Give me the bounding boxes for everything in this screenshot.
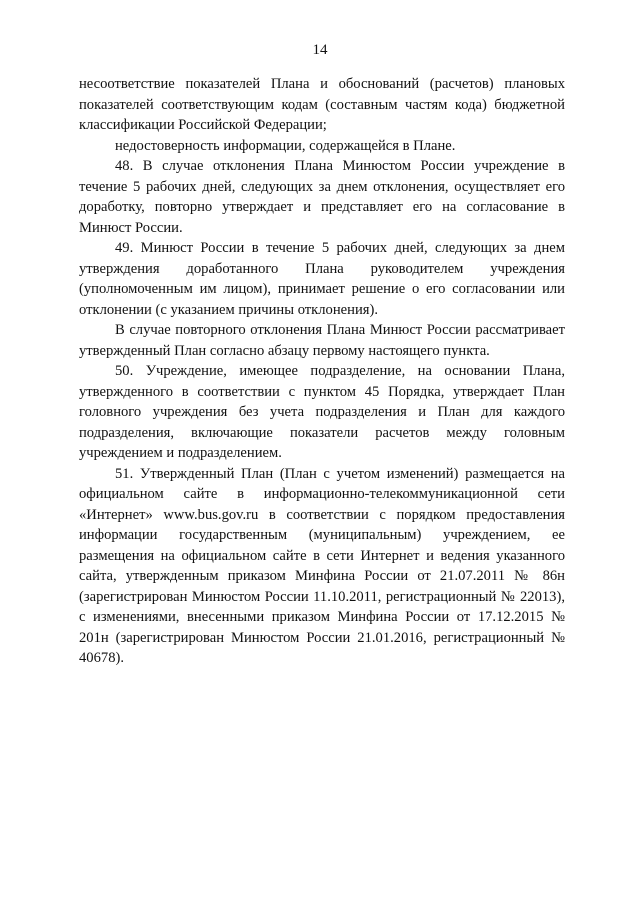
paragraph-item-48: 48. В случае отклонения Плана Минюстом России учреждение в течение 5 рабочих дней, следующих за днем отклонения, осуществляет его доработку, повторно утверждает и представляет его на согласование в Минюст России. bbox=[79, 158, 565, 236]
paragraph-mismatch-indicators: несоответствие показателей Плана и обоснований (расчетов) плановых показателей соответствующим кодам (составным частям кода) бюджетной классификации Российской Федерации; bbox=[79, 76, 565, 133]
page-number: 14 bbox=[312, 42, 328, 58]
paragraph-repeated-rejection: В случае повторного отклонения Плана Минюст России рассматривает утвержденный План согласно абзацу первому настоящего пункта. bbox=[79, 322, 565, 359]
paragraph-unreliable-info: недостоверность информации, содержащейся в Плане. bbox=[115, 137, 456, 154]
paragraph-item-49: 49. Минюст России в течение 5 рабочих дней, следующих за днем утверждения доработанного Плана руководителем учреждения (уполномоченным им лицом), принимает решение о его согласовании или отклонении (с указанием причины отклонения). bbox=[79, 240, 565, 318]
document-body bbox=[79, 74, 565, 669]
paragraph-item-51: 51. Утвержденный План (План с учетом изменений) размещается на официальном сайте в информационно-телекоммуникационной сети «Интернет» www.bus.gov.ru в соответствии с порядком предоставления информации государственным (муниципальным) учреждением, ее размещения на официальном сайте в сети Интернет и ведения указанного сайта, утвержденным приказом Минфина России от 21.07.2011 № 86н (зарегистрирован Минюстом России 11.10.2011, регистрационный № 22013), с изменениями, внесенными приказом Минфина России от 17.12.2015 № 201н (зарегистрирован Минюстом России 21.01.2016, регистрационный № 40678). bbox=[79, 465, 565, 666]
paragraph-item-50: 50. Учреждение, имеющее подразделение, на основании Плана, утвержденного в соответствии с пунктом 45 Порядка, утверждает План головного учреждения без учета подразделения и План для каждого подразделения, включающие показатели расчетов между головным учреждением и подразделением. bbox=[79, 363, 565, 461]
